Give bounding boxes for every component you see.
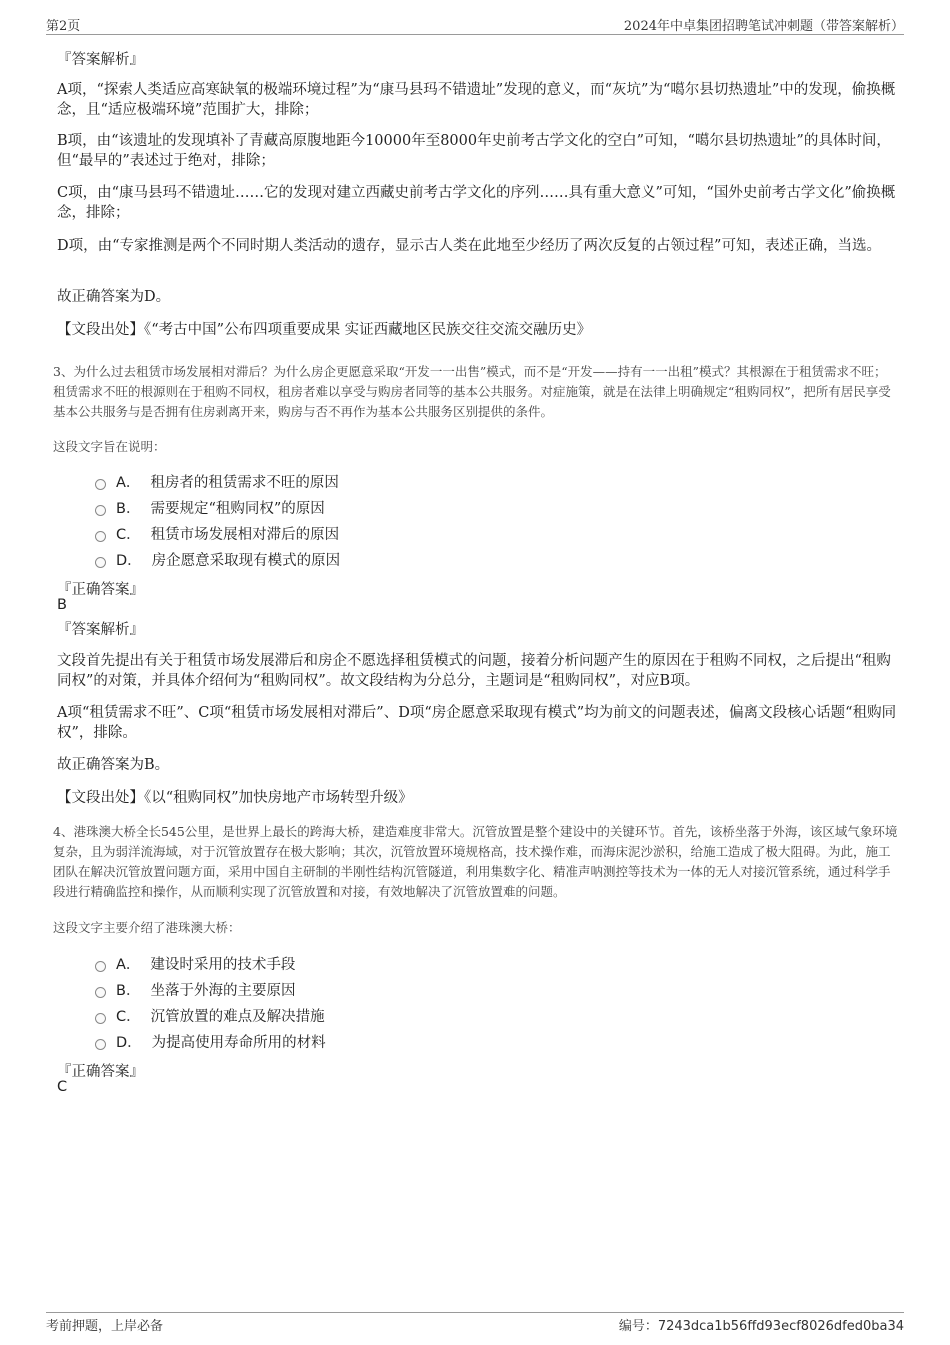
analysis-conclusion: 故正确答案为B。 — [57, 757, 170, 773]
option-key: B． — [116, 982, 141, 999]
option-a[interactable] — [95, 952, 295, 974]
footer-slogan: 考前押题，上岸必备 — [46, 1319, 164, 1334]
option-text: 沉管放置的难点及解决措施 — [150, 1008, 325, 1025]
option-text: 为提高使用寿命所用的材料 — [151, 1034, 326, 1051]
radio-icon[interactable] — [95, 531, 106, 542]
option-d[interactable] — [95, 548, 340, 570]
option-b[interactable] — [95, 978, 295, 1000]
answer-label: 『正确答案』 — [57, 582, 144, 598]
analysis-option-a: A项，“探索人类适应高寒缺氧的极端环境过程”为“康马县玛不错遗址”发现的意义，而“灰坑”为“噶尔县切热遗址”中的发现，偷换概念，且“适应极端环境”范围扩大，排除； — [57, 82, 896, 118]
option-b[interactable] — [95, 496, 325, 518]
question-stem: 4、港珠澳大桥全长545公里，是世界上最长的跨海大桥，建造难度非常大。沉管放置是整个建设中的关键环节。首先，该桥坐落于外海，该区域气象环境复杂，且为弱洋流海域，对于沉管放置存在极大影响；其次，沉管放置环境规格高，技术操作难，而海床泥沙淤积，给施工造成了极大阻碍。为此，施工团队在解决沉管放置问题方面，采用中国自主研制的半刚性结构沉管隧道，利用集数字化、精准声呐测控等技术为一体的无人对接沉管系统，通过科学手段进行精确监控和操作，从而顺利实现了沉管放置和对接，有效地解决了沉管放置难的问题。 — [53, 824, 898, 899]
option-key: C． — [116, 1008, 141, 1025]
question-prompt: 这段文字主要介绍了港珠澳大桥： — [53, 920, 241, 935]
option-text: 租赁市场发展相对滞后的原因 — [150, 526, 340, 543]
option-key: A． — [116, 474, 141, 491]
question-stem: 3、为什么过去租赁市场发展相对滞后？为什么房企更愿意采取“开发一一出售”模式，而不是“开发——持有一一出租”模式？其根源在于租赁需求不旺；租赁需求不旺的根源则在于租购不同权，租房者难以享受与购房者同等的基本公共服务。对症施策，就是在法律上明确规定“租购同权”，把所有居民享受基本公共服务与是否拥有住房剥离开来，购房与否不再作为基本公共服务区别提供的条件。 — [53, 364, 891, 419]
option-text: 房企愿意采取现有模式的原因 — [151, 552, 341, 569]
option-key: A． — [116, 956, 141, 973]
radio-icon[interactable] — [95, 1039, 106, 1050]
radio-icon[interactable] — [95, 987, 106, 998]
document-code: 编号：7243dca1b56ffd93ecf8026dfed0ba34 — [618, 1319, 904, 1334]
radio-icon[interactable] — [95, 1013, 106, 1024]
page-footer — [46, 1312, 904, 1333]
option-text: 需要规定“租购同权”的原因 — [150, 500, 325, 517]
answer-label: 『正确答案』 — [57, 1064, 144, 1080]
radio-icon[interactable] — [95, 557, 106, 568]
option-text: 建设时采用的技术手段 — [150, 956, 296, 973]
radio-icon[interactable] — [95, 505, 106, 516]
analysis-label: 『答案解析』 — [57, 52, 144, 68]
source-citation: 【文段出处】《以“租购同权”加快房地产市场转型升级》 — [57, 790, 413, 806]
option-key: C． — [116, 526, 141, 543]
question-prompt: 这段文字旨在说明： — [53, 439, 166, 454]
analysis-text: 文段首先提出有关于租赁市场发展滞后和房企不愿选择租赁模式的问题，接着分析问题产生的原因在于租购不同权，之后提出“租购同权”的对策，并具体介绍何为“租购同权”。故文段结构为分总分，主题词是“租购同权”，对应B项。 — [57, 653, 891, 689]
option-text: 租房者的租赁需求不旺的原因 — [150, 474, 339, 491]
option-key: B． — [116, 500, 141, 517]
radio-icon[interactable] — [95, 479, 106, 490]
radio-icon[interactable] — [95, 961, 106, 972]
analysis-conclusion: 故正确答案为D。 — [57, 289, 171, 305]
answer-value: C — [57, 1079, 68, 1095]
source-citation: 【文段出处】《“考古中国”公布四项重要成果 实证西藏地区民族交往交流交融历史》 — [57, 322, 592, 338]
page-header — [46, 14, 904, 35]
option-c[interactable] — [95, 1004, 325, 1026]
option-key: D． — [116, 1034, 142, 1051]
analysis-option-b: B项，由“该遗址的发现填补了青藏高原腹地距今10000年至8000年史前考古学文化的空白”可知，“噶尔县切热遗址”的具体时间，但“最早的”表述过于绝对，排除； — [57, 133, 891, 169]
analysis-option-c: C项，由“康马县玛不错遗址……它的发现对建立西藏史前考古学文化的序列……具有重大意义”可知，“国外史前考古学文化”偷换概念，排除； — [57, 185, 896, 221]
analysis-option-d: D项，由“专家推测是两个不同时期人类活动的遗存，显示古人类在此地至少经历了两次反复的占领过程”可知，表述正确，当选。 — [57, 238, 881, 254]
option-d[interactable] — [95, 1030, 326, 1052]
answer-value: B — [57, 597, 67, 613]
document-title: 2024年中卓集团招聘笔试冲刺题（带答案解析） — [623, 19, 904, 34]
option-text: 坐落于外海的主要原因 — [150, 982, 296, 999]
option-key: D． — [116, 552, 142, 569]
option-c[interactable] — [95, 522, 339, 544]
analysis-label: 『答案解析』 — [57, 622, 144, 638]
page-number: 第2页 — [46, 19, 81, 34]
option-a[interactable] — [95, 470, 339, 492]
analysis-text: A项“租赁需求不旺”、C项“租赁市场发展相对滞后”、D项“房企愿意采取现有模式”均为前文的问题表述，偏离文段核心话题“租购同权”，排除。 — [57, 705, 897, 741]
